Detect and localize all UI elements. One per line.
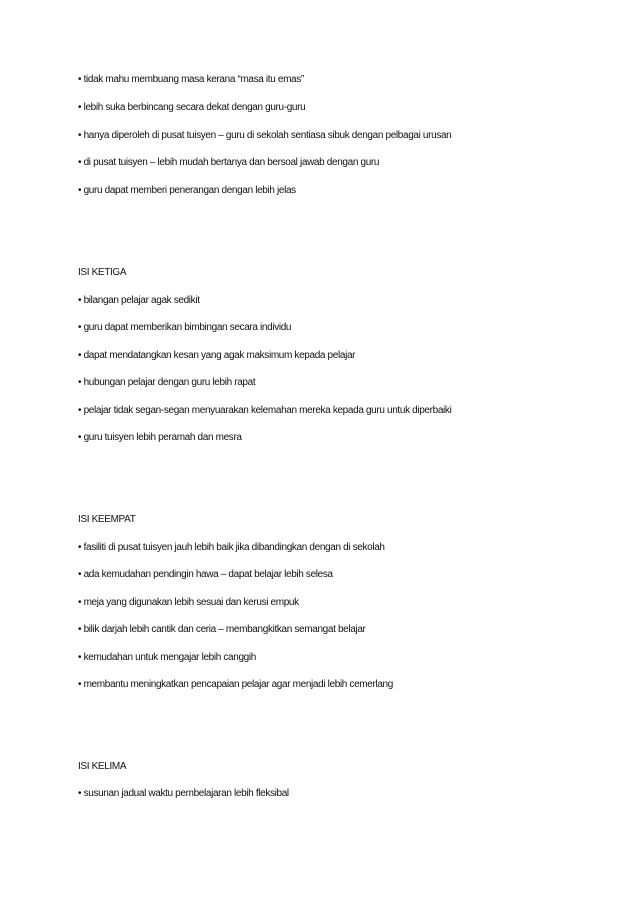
bullet-item: • bilik darjah lebih cantik dan ceria – membangkitkan semangat belajar [78,624,366,635]
bullet-item: • ada kemudahan pendingin hawa – dapat belajar lebih selesa [78,569,333,580]
bullet-item: • guru dapat memberi penerangan dengan lebih jelas [78,185,296,196]
section-heading: ISI KEEMPAT [78,514,136,525]
section-heading: ISI KETIGA [78,267,127,278]
bullet-item: • dapat mendatangkan kesan yang agak maksimum kepada pelajar [78,350,356,361]
bullet-item: • hanya diperoleh di pusat tuisyen – guru di sekolah sentiasa sibuk dengan pelbagai urusan [78,130,452,141]
bullet-item: • meja yang digunakan lebih sesuai dan kerusi empuk [78,597,299,608]
bullet-item: • lebih suka berbincang secara dekat dengan guru-guru [78,102,306,113]
bullet-item: • hubungan pelajar dengan guru lebih rapat [78,377,256,388]
bullet-item: • susunan jadual waktu pembelajaran lebih fleksibal [78,788,289,799]
bullet-item: • tidak mahu membuang masa kerana “masa itu emas” [78,74,304,85]
bullet-item: • fasiliti di pusat tuisyen jauh lebih baik jika dibandingkan dengan di sekolah [78,542,385,553]
section-heading: ISI KELIMA [78,761,127,772]
bullet-item: • guru dapat memberikan bimbingan secara individu [78,322,292,333]
bullet-item: • kemudahan untuk mengajar lebih canggih [78,652,256,663]
bullet-item: • di pusat tuisyen – lebih mudah bertanya dan bersoal jawab dengan guru [78,157,380,168]
bullet-item: • bilangan pelajar agak sedikit [78,295,200,306]
bullet-item: • membantu meningkatkan pencapaian pelajar agar menjadi lebih cemerlang [78,679,393,690]
bullet-item: • guru tuisyen lebih peramah dan mesra [78,432,242,443]
bullet-item: • pelajar tidak segan-segan menyuarakan kelemahan mereka kepada guru untuk diperbaiki [78,405,452,416]
